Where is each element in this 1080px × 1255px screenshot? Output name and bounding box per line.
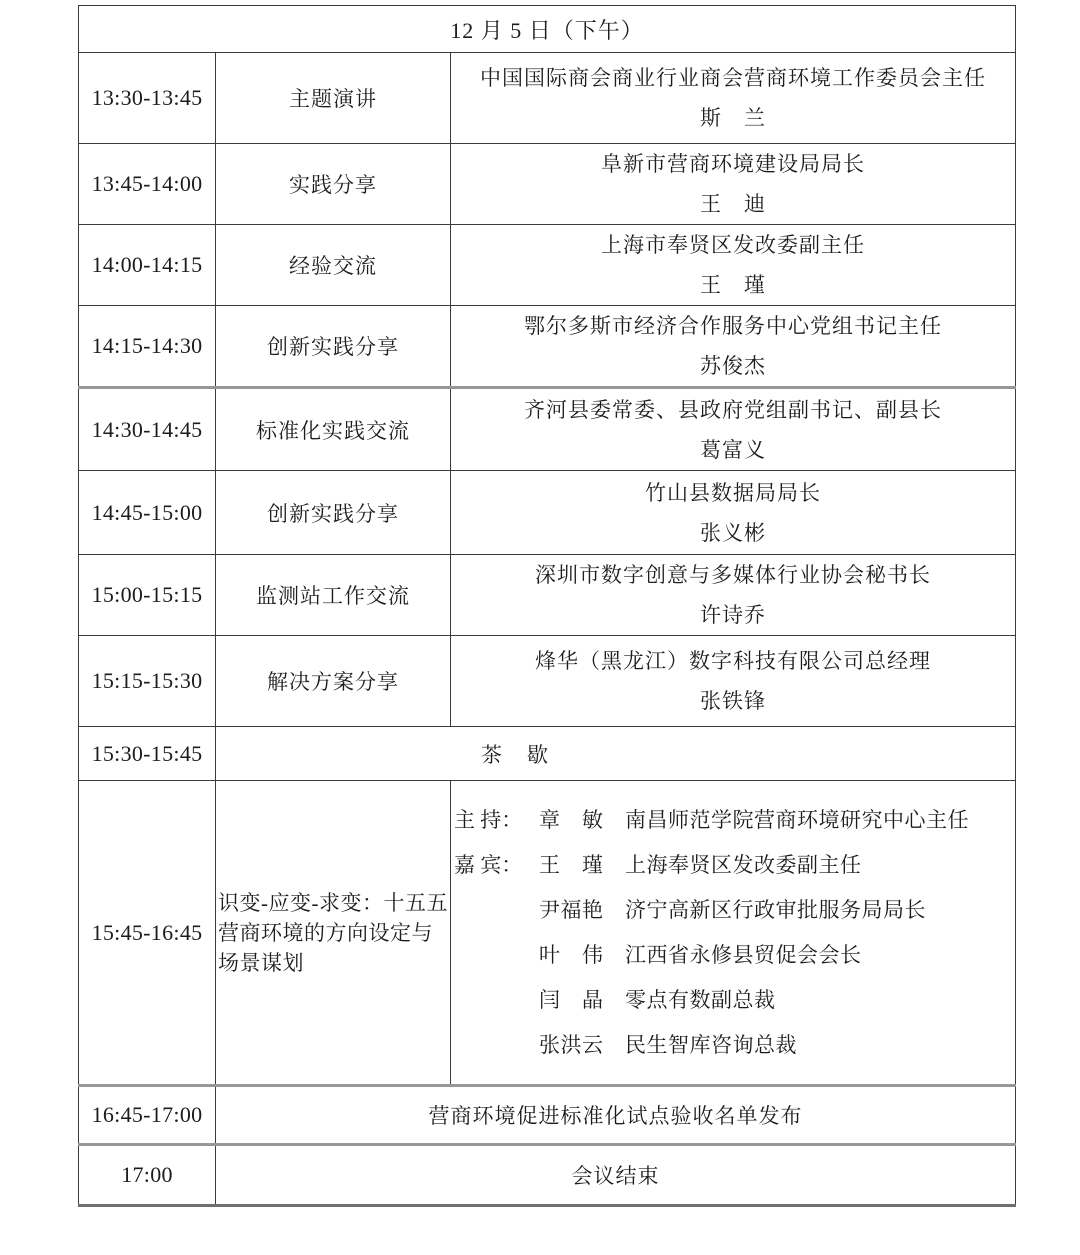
speaker-name: 苏俊杰 — [700, 354, 767, 378]
time-slot: 16:45-17:00 — [79, 1086, 216, 1145]
speaker-cell — [451, 144, 1016, 225]
table-row — [79, 636, 1016, 727]
panel-person — [454, 843, 1015, 888]
speaker-name: 葛富义 — [700, 437, 767, 462]
session-type: 监测站工作交流 — [216, 555, 451, 636]
table-row — [79, 555, 1016, 636]
closing-row — [79, 1145, 1016, 1206]
table-row — [79, 144, 1016, 225]
speaker-name: 王 迪 — [700, 192, 767, 216]
closing-label: 会议结束 — [216, 1145, 1016, 1206]
speaker-cell — [451, 555, 1016, 636]
panel-person — [454, 798, 1015, 843]
time-slot: 14:15-14:30 — [79, 306, 216, 388]
person-title: 民生智库咨询总裁 — [625, 1032, 797, 1057]
session-type: 标准化实践交流 — [216, 388, 451, 471]
agenda-table — [78, 5, 1016, 1207]
table-header-row — [79, 6, 1016, 53]
panel-person — [454, 978, 1015, 1023]
table-row — [79, 388, 1016, 471]
time-slot: 17:00 — [79, 1145, 216, 1206]
speaker-org: 齐河县委常委、县政府党组副书记、副县长 — [524, 397, 943, 422]
table-row — [79, 306, 1016, 388]
speaker-org: 中国国际商会商业行业商会营商环境工作委员会主任 — [480, 66, 987, 90]
session-type: 经验交流 — [216, 225, 451, 306]
tea-break-row — [79, 727, 1016, 781]
person-title: 江西省永修县贸促会会长 — [625, 942, 862, 967]
tea-break-label: 茶 歇 — [216, 727, 1016, 781]
time-slot: 14:45-15:00 — [79, 471, 216, 555]
speaker-name: 许诗乔 — [700, 603, 767, 627]
session-type: 创新实践分享 — [216, 471, 451, 555]
speaker-org: 阜新市营商环境建设局局长 — [601, 152, 866, 176]
person-name: 尹福艳 — [539, 897, 604, 922]
panel-topic: 识变-应变-求变：十五五营商环境的方向设定与场景谋划 — [216, 781, 451, 1086]
speaker-org: 烽华（黑龙江）数字科技有限公司总经理 — [535, 649, 932, 673]
speaker-name: 张义彬 — [700, 520, 767, 545]
speaker-name: 张铁锋 — [700, 689, 767, 713]
person-title: 济宁高新区行政审批服务局局长 — [625, 897, 926, 922]
speaker-name: 斯 兰 — [700, 106, 767, 130]
session-type: 实践分享 — [216, 144, 451, 225]
time-slot: 15:30-15:45 — [79, 727, 216, 781]
speaker-cell — [451, 225, 1016, 306]
speaker-name: 王 瑾 — [700, 273, 767, 297]
table-row — [79, 471, 1016, 555]
time-slot: 15:45-16:45 — [79, 781, 216, 1086]
time-slot: 15:15-15:30 — [79, 636, 216, 727]
person-role: 主 持： — [454, 807, 523, 832]
person-title: 南昌师范学院营商环境研究中心主任 — [625, 807, 969, 832]
speaker-cell — [451, 636, 1016, 727]
panel-row — [79, 781, 1016, 1086]
announcement-row — [79, 1086, 1016, 1145]
person-role: 嘉 宾： — [454, 852, 523, 877]
person-title: 上海奉贤区发改委副主任 — [625, 852, 862, 877]
speaker-org: 深圳市数字创意与多媒体行业协会秘书长 — [535, 563, 932, 587]
person-name: 章 敏 — [539, 807, 604, 832]
speaker-cell — [451, 471, 1016, 555]
session-type: 主题演讲 — [216, 53, 451, 144]
session-type: 解决方案分享 — [216, 636, 451, 727]
person-name: 张洪云 — [539, 1032, 604, 1057]
speaker-org: 上海市奉贤区发改委副主任 — [601, 233, 866, 257]
panel-person — [454, 933, 1015, 978]
session-type: 创新实践分享 — [216, 306, 451, 388]
time-slot: 14:00-14:15 — [79, 225, 216, 306]
speaker-cell — [451, 306, 1016, 388]
panel-people — [451, 781, 1016, 1086]
person-name: 叶 伟 — [539, 942, 604, 967]
table-row — [79, 53, 1016, 144]
person-name: 闫 晶 — [539, 987, 604, 1012]
speaker-org: 鄂尔多斯市经济合作服务中心党组书记主任 — [524, 314, 943, 338]
person-title: 零点有数副总裁 — [625, 987, 776, 1012]
time-slot: 13:30-13:45 — [79, 53, 216, 144]
table-row — [79, 225, 1016, 306]
date-header: 12 月 5 日（下午） — [79, 6, 1016, 53]
speaker-org: 竹山县数据局局长 — [645, 480, 822, 505]
time-slot: 14:30-14:45 — [79, 388, 216, 471]
speaker-cell — [451, 53, 1016, 144]
time-slot: 13:45-14:00 — [79, 144, 216, 225]
panel-person — [454, 888, 1015, 933]
panel-person — [454, 1023, 1015, 1068]
speaker-cell — [451, 388, 1016, 471]
time-slot: 15:00-15:15 — [79, 555, 216, 636]
person-name: 王 瑾 — [539, 852, 604, 877]
announcement-label: 营商环境促进标准化试点验收名单发布 — [216, 1086, 1016, 1145]
